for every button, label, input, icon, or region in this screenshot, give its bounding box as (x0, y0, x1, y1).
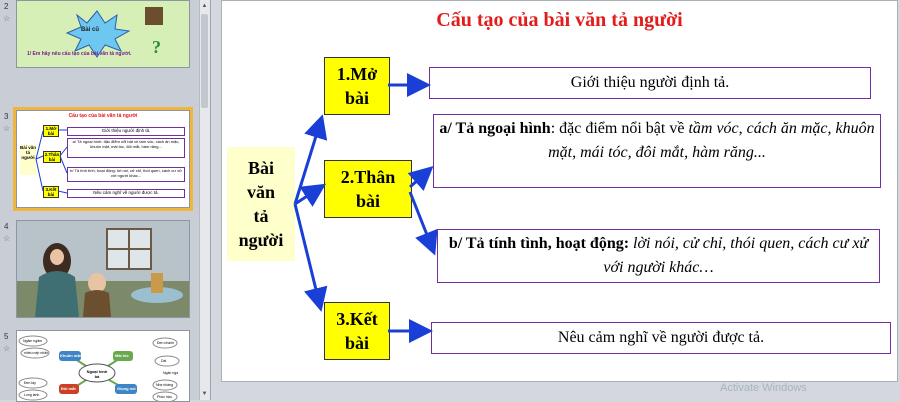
arrow-root-to-mo-bai (295, 120, 321, 204)
slide-thumbnail-4[interactable] (16, 220, 190, 318)
thumb-5-leaf: Dài (161, 359, 167, 363)
thumb-5-leaf: Ngăm ngăm (23, 339, 43, 343)
animation-star-icon: ☆ (3, 14, 11, 23)
slide-thumbnail-panel (0, 0, 211, 400)
root-line: người (238, 230, 284, 250)
thumb-3-root: Bài văn tả người (20, 145, 36, 175)
slide-number: 2 (4, 2, 9, 11)
thumb-3-line-a: a/ Tả ngoại hình: đặc điểm nổi bật về tầm vóc, cách ăn mặc, khuôn mặt, mái tóc, đôi mắt, hàm răng... (67, 138, 185, 158)
thumb-3-ket-bai: 3.Kết bài (43, 186, 59, 198)
thumb-5-node: Giọng nói (117, 386, 136, 391)
mo-bai-line: bài (344, 88, 369, 108)
thumb-4-illustration (17, 221, 189, 317)
animation-star-icon: ☆ (3, 344, 11, 353)
root-line: tả (253, 206, 269, 226)
thumb-5-leaf: Ngân nga (163, 371, 179, 375)
slide-title: Cấu tạo của bài văn tả người (436, 9, 683, 31)
than-bai-line: 2.Thân (340, 167, 396, 187)
thumb-5-node: Mái tóc (115, 353, 129, 358)
ngoai-hinh-heading: a/ Tả ngoại hình (439, 120, 551, 137)
arrow-than-bai-to-ngoai-hinh (410, 170, 429, 187)
thumb-2-question: 1/ Em hãy nêu cấu tạo của bài văn tả người. (27, 51, 132, 57)
connector-arrows (221, 0, 898, 382)
thumb-5-center: Ngoại hình bà (86, 369, 108, 379)
activate-windows-watermark: Activate Windows (720, 382, 807, 394)
thumb-3-line-1: Giới thiệu người định tả. (67, 127, 185, 136)
thumb-3-title: Cấu tạo của bài văn tả người (68, 113, 138, 119)
thumb-3-arrows (17, 111, 189, 207)
thumb-5-leaf: Phúc hậu (157, 395, 172, 399)
thumb-5-leaf: Nhẹ nhàng (156, 383, 174, 387)
thumb-2-heading: Bài cũ (81, 27, 100, 33)
thumb-2-art (17, 1, 189, 67)
root-line: Bài (247, 158, 274, 178)
thumb-3-line-b: b/ Tả tính tình, hoạt động: lời nói, cử chỉ, thói quen, cách cư xử với người khác... (67, 167, 185, 182)
slide-number: 5 (4, 332, 9, 341)
scroll-up-icon[interactable]: ▲ (201, 3, 208, 9)
thumb-5-leaf: Đen láy (24, 381, 36, 385)
slide-number: 4 (4, 222, 9, 231)
arrow-root-to-ket-bai (295, 204, 320, 306)
tinh-tinh-italic: lời nói, cử chỉ, thói quen, cách cư xử với người khác… (603, 235, 869, 276)
thumb-3-mo-bai: 1.Mở bài (43, 125, 59, 137)
scroll-down-icon[interactable]: ▼ (201, 391, 208, 397)
thumb-5-node: Đôi mắt (61, 386, 76, 391)
ket-bai-line: bài (344, 333, 369, 353)
thumb-5-node: Khuôn mặt (60, 353, 81, 358)
thumb-3-than-bai: 2.Thân bài (44, 152, 60, 162)
slide-number: 3 (4, 112, 9, 121)
ngoai-hinh-text: : đặc điểm nổi bật về (550, 120, 689, 137)
ket-bai-text: Nêu cảm nghĩ về người được tả. (557, 329, 765, 346)
ket-bai-line: 3.Kết (336, 309, 378, 329)
mo-bai-text: Giới thiệu người định tả. (570, 74, 730, 91)
slide-thumbnail-5[interactable] (16, 330, 190, 402)
thumbnail-scrollbar[interactable] (199, 0, 210, 400)
ngoai-hinh-italic: tầm vóc, cách ăn mặc, khuôn mặt, mái tóc, đôi mắt, hàm răng... (548, 120, 875, 161)
than-bai-line: bài (355, 191, 380, 211)
thumb-5-leaf: Đen nhánh (157, 341, 175, 345)
slide-thumbnail-3[interactable] (16, 110, 190, 208)
animation-star-icon: ☆ (3, 234, 11, 243)
tinh-tinh-heading: b/ Tả tính tình, hoạt động: (448, 235, 630, 252)
slide-thumbnail-2[interactable] (16, 0, 190, 68)
root-line: văn (246, 182, 275, 202)
arrow-than-bai-to-tinh-tinh (410, 192, 433, 250)
thumb-3-line-3: Nêu cảm nghĩ về người được tả. (67, 189, 185, 198)
svg-text:?: ? (152, 37, 161, 57)
thumb-5-leaf: nhiều nếp nhăn (24, 351, 49, 355)
mo-bai-line: 1.Mở (336, 64, 378, 84)
thumb-5-leaf: Long lanh (24, 393, 40, 397)
animation-star-icon: ☆ (3, 124, 11, 133)
scrollbar-thumb[interactable] (201, 14, 208, 108)
